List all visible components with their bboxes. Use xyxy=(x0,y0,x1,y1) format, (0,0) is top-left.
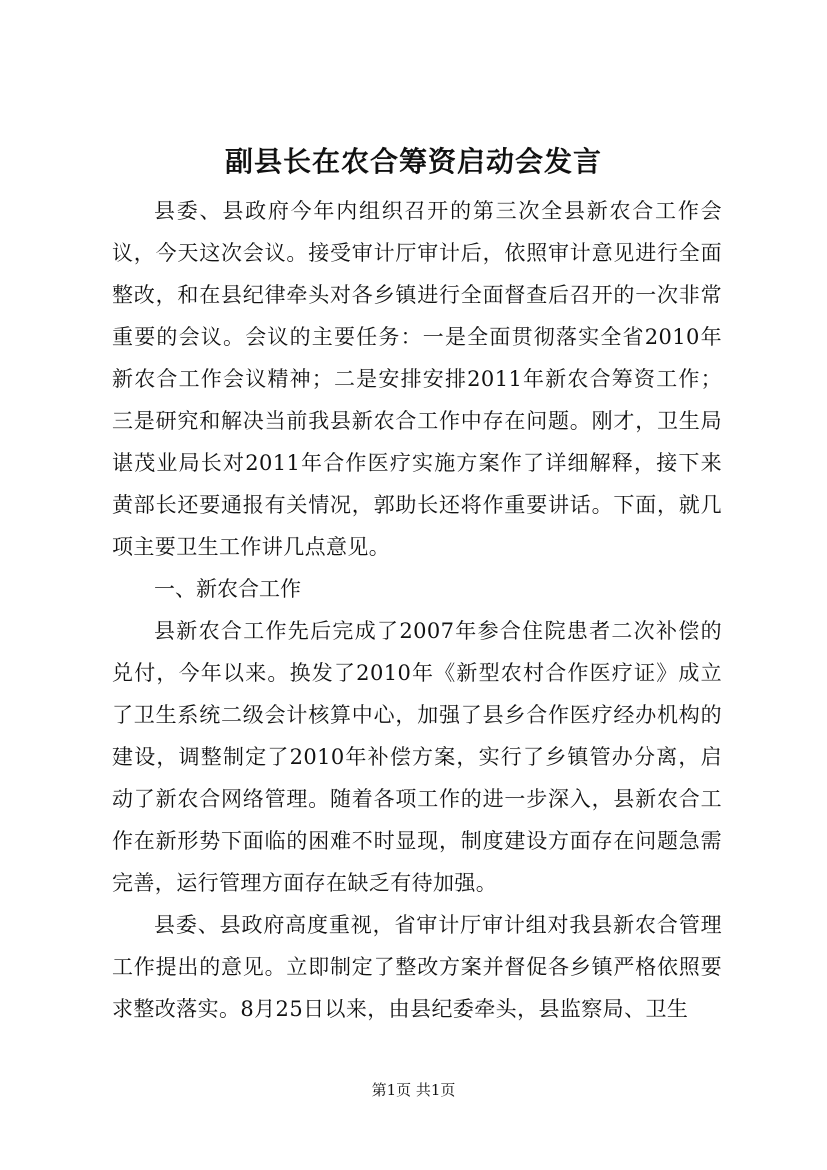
page-number: 第1页 共1页 xyxy=(371,1081,456,1099)
section-heading: 一、新农合工作 xyxy=(154,577,301,601)
paragraph-section-1: 县新农合工作先后完成了2007年参合住院患者二次补偿的兑付，今年以来。换发了2010年《新型农村合作医疗证》成立了卫生系统二级会计核算中心，加强了县乡合作医疗经办机构的建设，调整制定了2010年补偿方案，实行了乡镇管办分离，启动了新农合网络管理。随着各项工作的进一步深入，县新农合工作在新形势下面临的困难不时显现，制度建设方面存在问题急需完善，运行管理方面存在缺乏有待加强。 xyxy=(112,619,722,895)
document-body xyxy=(112,190,722,1030)
document-title: 副县长在农合筹资启动会发言 xyxy=(224,145,602,178)
paragraph-intro: 县委、县政府今年内组织召开的第三次全县新农合工作会议，今天这次会议。接受审计厅审计后，依照审计意见进行全面整改，和在县纪律牵头对各乡镇进行全面督查后召开的一次非常重要的会议。会议的主要任务：一是全面贯彻落实全省2010年新农合工作会议精神；二是安排安排2011年新农合筹资工作；三是研究和解决当前我县新农合工作中存在问题。刚才，卫生局谌茂业局长对2011年合作医疗实施方案作了详细解释，接下来黄部长还要通报有关情况，郭助长还将作重要讲话。下面，就几项主要卫生工作讲几点意见。 xyxy=(112,199,722,559)
paragraph-section-2: 县委、县政府高度重视，省审计厅审计组对我县新农合管理工作提出的意见。立即制定了整改方案并督促各乡镇严格依照要求整改落实。8月25日以来，由县纪委牵头，县监察局、卫生 xyxy=(112,913,722,1021)
